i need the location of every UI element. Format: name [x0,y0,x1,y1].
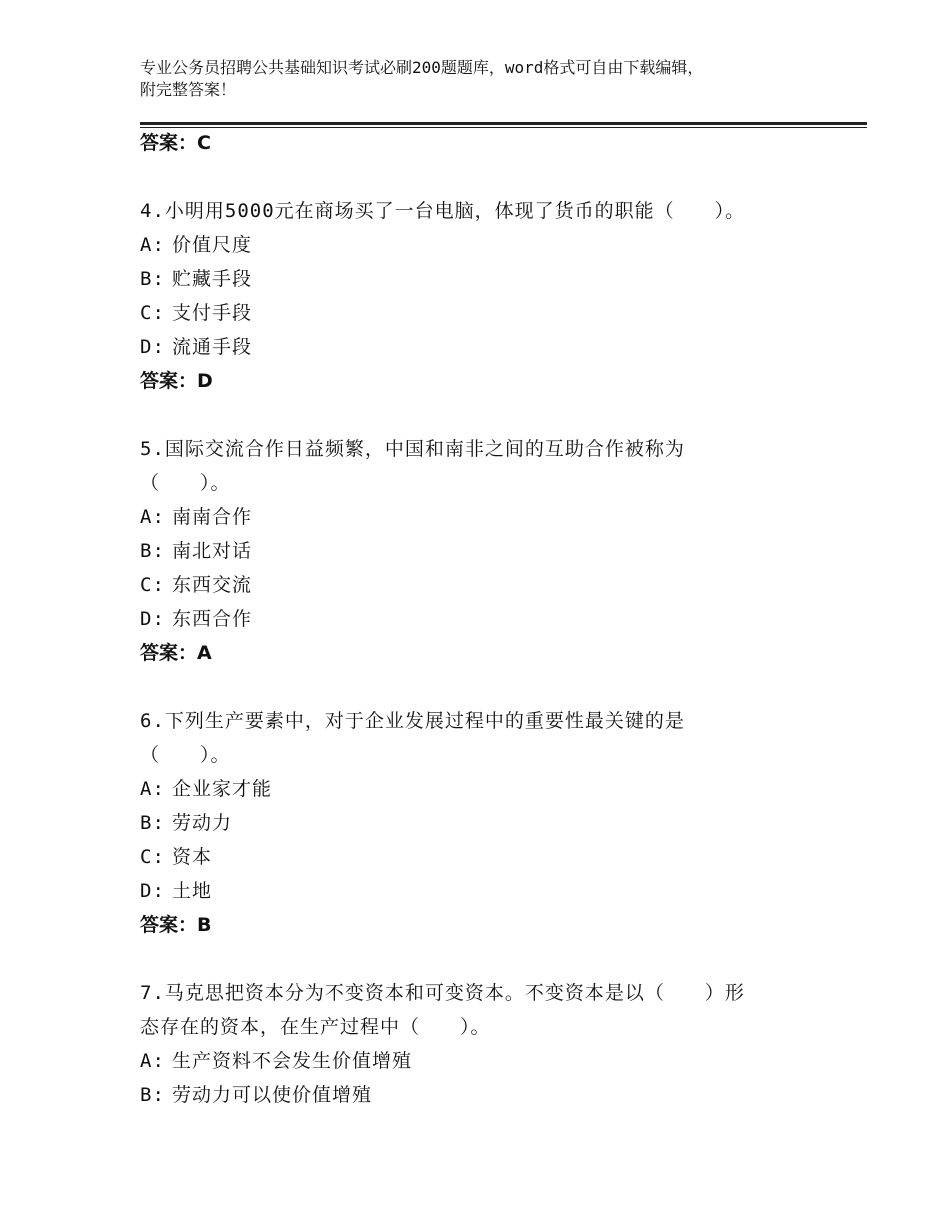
option-letter: D: [140,880,165,902]
question-text-line: （ ）。 [140,472,231,494]
option-text: 劳动力 [172,812,233,834]
question-text-line: 5.国际交流合作日益频繁，中国和南非之间的互助合作被称为 [140,438,685,460]
question-spacer [140,942,840,976]
option-row [140,806,840,840]
option-letter: C: [140,846,165,868]
question-text-line: 7.马克思把资本分为不变资本和可变资本。不变资本是以（ ）形 [140,982,745,1004]
option-row [140,568,840,602]
question-text-line: 4.小明用5000元在商场买了一台电脑，体现了货币的职能（ ）。 [140,200,746,222]
option-text: 企业家才能 [172,778,273,800]
answer-label: 答案：A [140,642,212,664]
option-letter: B: [140,268,165,290]
option-text: 东西交流 [172,574,253,596]
option-row [140,330,840,364]
option-row [140,534,840,568]
option-letter: B: [140,1084,165,1106]
option-letter: A: [140,234,165,256]
option-text: 东西合作 [172,608,253,630]
option-text: 南北对话 [172,540,253,562]
option-letter: C: [140,574,165,596]
option-row [140,500,840,534]
questions-content [140,126,840,1112]
header-line-1: 专业公务员招聘公共基础知识考试必刷200题题库，word格式可自由下载编辑， [140,58,704,77]
option-text: 生产资料不会发生价值增殖 [172,1050,413,1072]
answer-label: 答案：D [140,370,213,392]
option-letter: D: [140,608,165,630]
option-text: 价值尺度 [172,234,253,256]
option-row [140,772,840,806]
header-divider-thick [140,122,867,125]
question-block [140,432,840,670]
question-list [140,160,840,1112]
question-text-line: 6.下列生产要素中，对于企业发展过程中的重要性最关键的是 [140,710,685,732]
option-row [140,1078,840,1112]
question-block [140,976,840,1112]
option-row [140,840,840,874]
question-block [140,194,840,398]
answer-label: 答案：C [140,132,211,154]
option-letter: B: [140,540,165,562]
page-header [140,57,840,101]
option-text: 支付手段 [172,302,253,324]
question-spacer [140,398,840,432]
option-text: 贮藏手段 [172,268,253,290]
question-text-line: 态存在的资本，在生产过程中（ ）。 [140,1016,491,1038]
header-line-2: 附完整答案！ [140,80,237,99]
option-row [140,262,840,296]
option-text: 南南合作 [172,506,253,528]
option-letter: B: [140,812,165,834]
option-letter: C: [140,302,165,324]
option-text: 土地 [172,880,213,902]
option-letter: A: [140,778,165,800]
option-row [140,602,840,636]
option-row [140,228,840,262]
option-row [140,296,840,330]
option-row [140,1044,840,1078]
option-text: 资本 [172,846,213,868]
question-spacer [140,160,840,194]
option-letter: D: [140,336,165,358]
option-text: 流通手段 [172,336,253,358]
option-row [140,874,840,908]
question-text-line: （ ）。 [140,744,231,766]
question-block [140,704,840,942]
option-text: 劳动力可以使价值增殖 [172,1084,373,1106]
answer-label: 答案：B [140,914,212,936]
option-letter: A: [140,1050,165,1072]
option-letter: A: [140,506,165,528]
question-spacer [140,670,840,704]
